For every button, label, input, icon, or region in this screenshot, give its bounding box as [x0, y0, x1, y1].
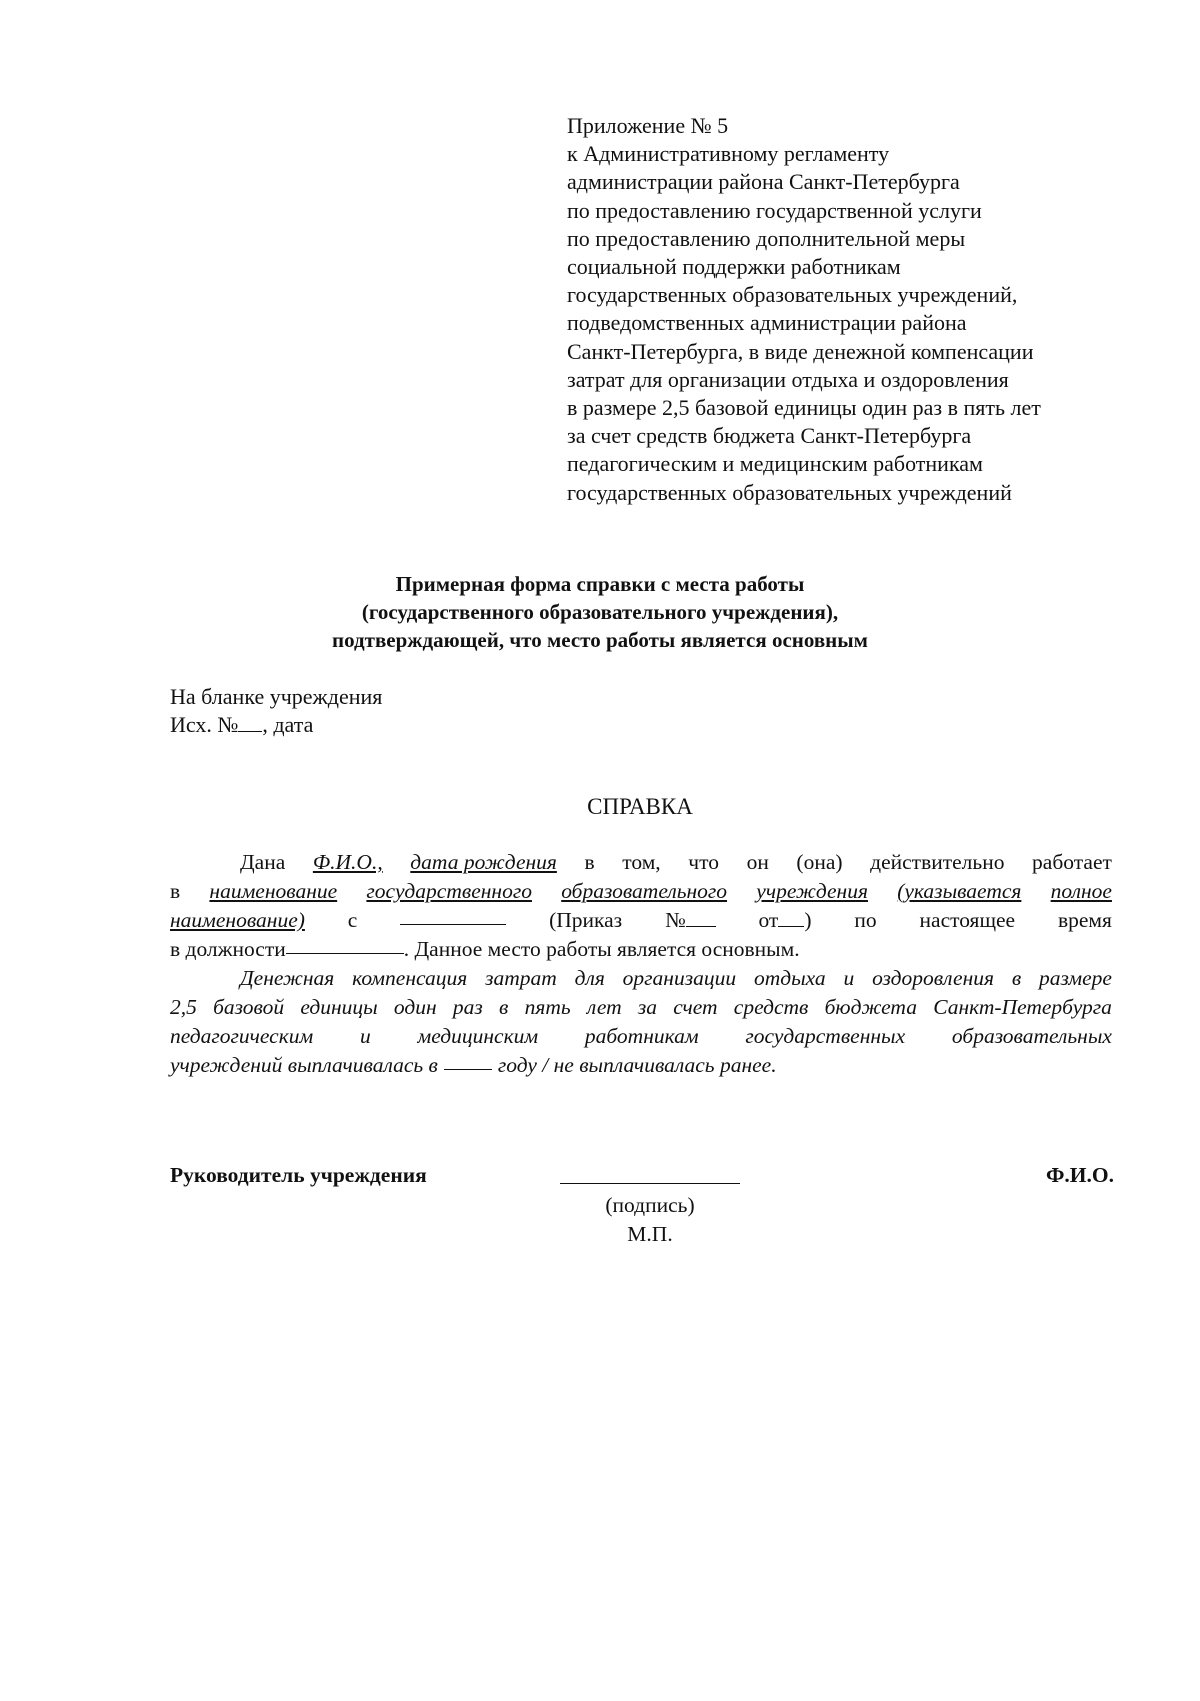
body-word: размере — [1039, 966, 1112, 990]
body-line — [170, 848, 1112, 877]
body-word: один — [393, 995, 437, 1019]
body-word: средств — [733, 995, 809, 1019]
appendix-line: государственных образовательных учреждений, — [567, 282, 1018, 308]
body-word: оздоровления — [872, 966, 994, 990]
placeholder-full-name: Ф.И.О., — [312, 850, 383, 874]
appendix-line: к Административному регламенту — [567, 141, 890, 167]
body-word: настоящее — [919, 908, 1016, 932]
signatory-name: Ф.И.О. — [1045, 1163, 1114, 1187]
outgoing-date-label: , дата — [262, 712, 314, 737]
position-blank — [286, 935, 404, 954]
signature-line — [560, 1183, 740, 1184]
appendix-line: Санкт-Петербурга, в виде денежной компенсации — [567, 338, 1034, 364]
body-word: пять — [524, 995, 571, 1019]
placeholder-birth-date: дата рождения — [410, 850, 557, 874]
body-word: он — [746, 850, 769, 874]
body-word: в — [499, 995, 509, 1019]
appendix-line: педагогическим и медицинским работникам — [567, 451, 983, 477]
body-word: по — [854, 908, 877, 932]
body-text: учреждений выплачивалась в — [170, 1053, 438, 1077]
body-word: в — [1011, 966, 1022, 990]
form-title — [0, 570, 1200, 654]
start-date-blank — [400, 906, 506, 925]
certificate-body — [170, 848, 1112, 1080]
body-word: 2,5 — [170, 995, 197, 1019]
placeholder-institution: полное — [1050, 879, 1112, 903]
signatory-title: Руководитель учреждения — [170, 1163, 427, 1187]
body-word: ) — [804, 908, 812, 932]
body-word: образовательных — [951, 1024, 1112, 1048]
body-word: затрат — [485, 966, 557, 990]
placeholder-institution: образовательного — [561, 879, 728, 903]
body-line — [170, 906, 1112, 935]
body-word: Дана — [240, 850, 286, 874]
body-word: действительно — [870, 850, 1005, 874]
body-word: лет — [586, 995, 622, 1019]
body-word: организации — [622, 966, 737, 990]
body-word: педагогическим — [170, 1024, 314, 1048]
appendix-line: по предоставлению государственной услуги — [567, 197, 982, 223]
body-text: году / не выплачивалась ранее. — [497, 1053, 777, 1077]
letterhead-line: На бланке учреждения — [170, 684, 383, 709]
appendix-line: по предоставлению дополнительной меры — [567, 225, 966, 251]
letterhead-block — [170, 683, 382, 739]
body-word: Денежная — [240, 966, 335, 990]
body-word: работает — [1032, 850, 1112, 874]
appendix-line: за счет средств бюджета Санкт-Петербурга — [567, 423, 972, 449]
order-date — [758, 906, 811, 935]
body-word: базовой — [213, 995, 285, 1019]
body-line — [170, 877, 1112, 906]
year-blank — [444, 1051, 492, 1070]
order-number — [665, 906, 716, 935]
body-word: с — [347, 908, 358, 932]
placeholder-institution: государственного — [366, 879, 532, 903]
placeholder-institution: наименование — [209, 879, 338, 903]
body-word: счет — [673, 995, 718, 1019]
body-line — [170, 1051, 1112, 1080]
body-word: отдыха — [753, 966, 826, 990]
appendix-line: в размере 2,5 базовой единицы один раз в пять лет — [567, 395, 1041, 421]
body-word: что — [688, 850, 719, 874]
body-word: государственных — [745, 1024, 906, 1048]
body-word: в — [170, 879, 181, 903]
outgoing-number-line — [170, 711, 382, 739]
form-title-line: подтверждающей, что место работы является основным — [332, 628, 868, 652]
form-title-line: Примерная форма справки с места работы — [395, 572, 805, 596]
placeholder-institution: учреждения — [756, 879, 868, 903]
placeholder-institution: наименование) — [170, 908, 305, 932]
form-title-line: (государственного образовательного учреждения), — [361, 600, 839, 624]
body-word: единицы — [300, 995, 378, 1019]
body-word: время — [1057, 908, 1112, 932]
body-word: и — [360, 1024, 371, 1048]
body-word: бюджета — [824, 995, 917, 1019]
body-word: для — [574, 966, 605, 990]
body-line — [170, 964, 1112, 993]
placeholder-institution: (указывается — [897, 879, 1022, 903]
outgoing-number-blank — [238, 713, 262, 732]
appendix-line: подведомственных администрации района — [567, 310, 967, 336]
appendix-line: администрации района Санкт-Петербурга — [567, 169, 960, 195]
body-word: в — [584, 850, 595, 874]
appendix-header — [567, 112, 1167, 507]
order-date-label: от — [758, 908, 779, 932]
body-word: медицинским — [417, 1024, 539, 1048]
signature-label: (подпись) — [605, 1193, 695, 1217]
body-word: том, — [622, 850, 661, 874]
signature-caption — [580, 1191, 720, 1249]
body-line — [170, 935, 1112, 964]
order-number-blank — [686, 908, 716, 927]
body-text: . Данное место работы является основным. — [403, 937, 800, 961]
appendix-line: социальной поддержки работникам — [567, 254, 901, 280]
body-word: и — [843, 966, 855, 990]
body-line — [170, 1022, 1112, 1051]
order-number-label: № — [665, 908, 686, 932]
outgoing-number-label: Исх. № — [170, 712, 239, 737]
position-label: в должности — [170, 937, 286, 961]
body-word: компенсация — [352, 966, 468, 990]
body-word: (Приказ — [549, 908, 623, 932]
body-word: за — [637, 995, 657, 1019]
appendix-line: Приложение № 5 — [567, 113, 729, 138]
body-word: раз — [452, 995, 483, 1019]
appendix-line: государственных образовательных учреждений — [567, 479, 1012, 505]
order-date-blank — [778, 908, 804, 927]
stamp-label: М.П. — [627, 1222, 673, 1246]
appendix-line: затрат для организации отдыха и оздоровления — [567, 366, 1009, 392]
body-line — [170, 993, 1112, 1022]
body-word: работникам — [584, 1024, 699, 1048]
document-heading: СПРАВКА — [587, 794, 693, 819]
body-word: (она) — [796, 850, 843, 874]
body-word: Санкт-Петербурга — [933, 995, 1112, 1019]
